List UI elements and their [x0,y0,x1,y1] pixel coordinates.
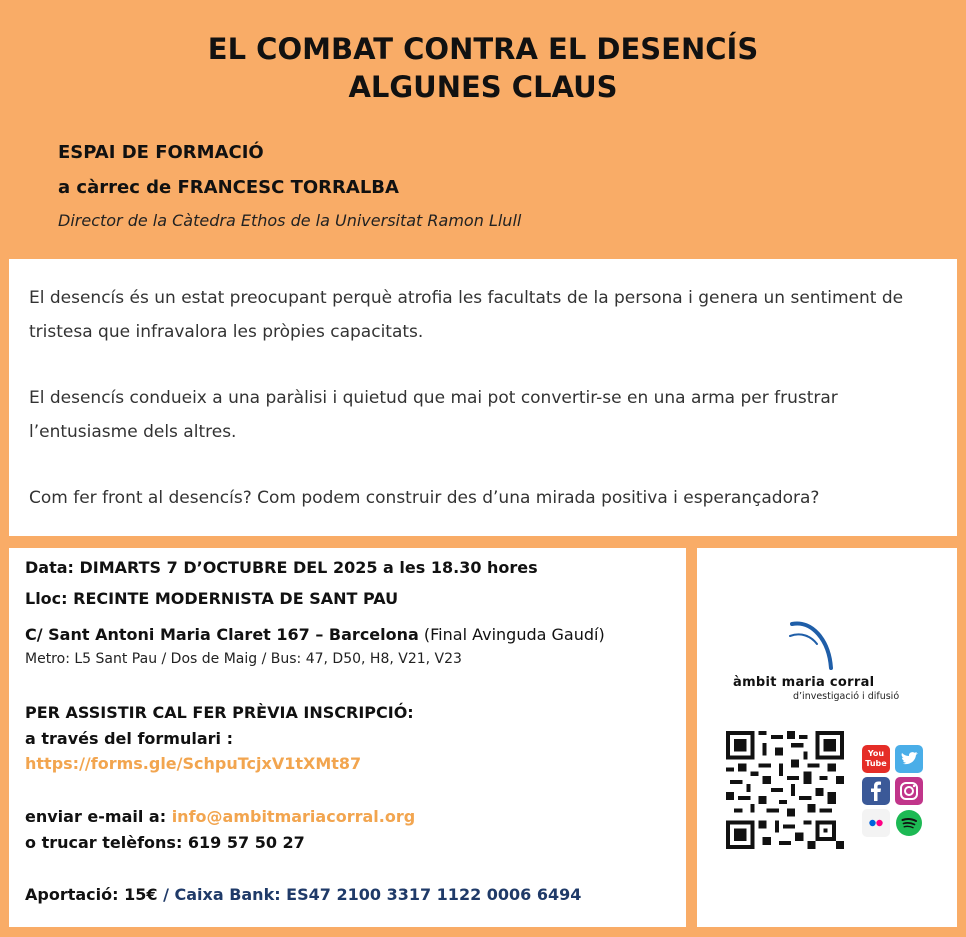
instagram-icon[interactable] [895,777,923,805]
organizer-name: àmbit maria corral [733,675,875,690]
event-address [25,625,605,644]
page-title [0,30,966,106]
form-link[interactable]: https://forms.gle/SchpuTcjxV1tXMt87 [25,754,362,773]
contribution-label: Aportació: 15€ [25,885,164,904]
speaker-prefix: a càrrec de [58,177,178,198]
twitter-bird-icon [895,745,923,773]
speaker-line [58,177,399,198]
title-line-1: EL COMBAT CONTRA EL DESENCÍS [207,32,759,66]
organizer-box [697,548,957,927]
youtube-icon[interactable] [862,745,890,773]
address-street: C/ Sant Antoni Maria Claret 167 – Barcelona [25,625,419,644]
email-label: enviar e-mail a: [25,807,172,826]
description-paragraph-2: El desencís condueix a una paràlisi i quietud que mai pot convertir-se en una arma per frustrar l’entusiasme dels altres. [29,388,838,442]
event-info-box [9,548,686,927]
title-line-2: ALGUNES CLAUS [348,70,618,104]
phone-label: o trucar telèfons: [25,833,188,852]
description-paragraph-1: El desencís és un estat preocupant perquè atrofia les facultats de la persona i genera un sentiment de tristesa que infravalora les pròpies capacitats. [29,288,904,342]
qr-code-icon[interactable] [726,731,844,849]
event-place: Lloc: RECINTE MODERNISTA DE SANT PAU [25,589,399,608]
bank-account: / Caixa Bank: ES47 2100 3317 1122 0006 6494 [163,885,582,904]
event-date: Data: DIMARTS 7 D’OCTUBRE DEL 2025 a les 18.30 hores [25,558,538,577]
phone-number: 619 57 50 27 [187,833,305,852]
email-link[interactable]: info@ambitmariacorral.org [171,807,416,826]
form-label: a través del formulari : [25,729,233,748]
twitter-icon[interactable] [895,745,923,773]
organizer-logo-icon [787,618,837,670]
facebook-f-icon [862,777,890,805]
facebook-icon[interactable] [862,777,890,805]
email-line [25,807,415,826]
flickr-dots-icon [862,809,890,837]
phone-line [25,833,305,852]
speaker-title: Director de la Càtedra Ethos de la Universitat Ramon Llull [58,211,522,230]
spotify-icon[interactable] [895,809,923,837]
instagram-camera-icon [895,777,923,805]
address-note: (Final Avinguda Gaudí) [418,625,605,644]
registration-heading: PER ASSISTIR CAL FER PRÈVIA INSCRIPCIÓ: [25,703,414,722]
youtube-label: You Tube [865,749,887,768]
speaker-name: FRANCESC TORRALBA [177,177,399,198]
flickr-icon[interactable] [862,809,890,837]
transport-info: Metro: L5 Sant Pau / Dos de Maig / Bus: 47, D50, H8, V21, V23 [25,651,462,667]
spotify-logo-icon [895,809,923,837]
description-box [9,259,957,536]
description-paragraph-3: Com fer front al desencís? Com podem construir des d’una mirada positiva i esperançadora? [29,488,820,508]
organizer-tagline: d’investigació i difusió [793,691,900,702]
contribution-line [25,885,581,904]
training-label: ESPAI DE FORMACIÓ [58,142,264,163]
